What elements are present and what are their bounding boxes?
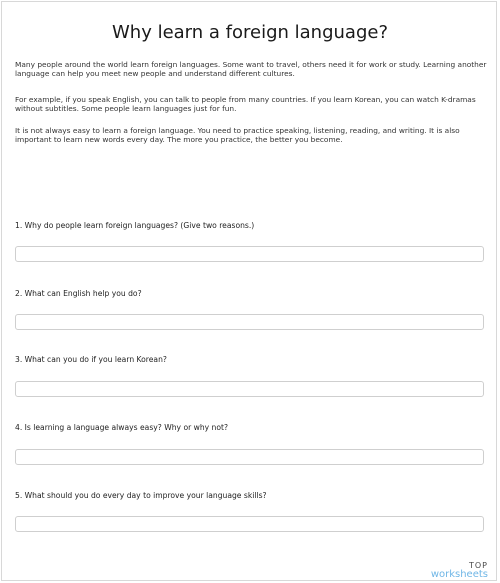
question-5: 5. What should you do every day to improve your language skills?: [15, 491, 267, 500]
question-4: 4. Is learning a language always easy? Why or why not?: [15, 423, 229, 432]
page-title: Why learn a foreign language?: [112, 22, 388, 43]
answer-field-3[interactable]: [15, 381, 484, 397]
paragraph-2: For example, if you speak English, you can talk to people from many countries. If you learn Korean, you can watch K-dramas without subtitles. Some people learn languages just for fun.: [15, 95, 476, 113]
question-2: 2. What can English help you do?: [15, 289, 142, 298]
logo-bottom-text: worksheets: [430, 569, 488, 580]
question-3: 3. What can you do if you learn Korean?: [15, 355, 167, 364]
answer-field-5[interactable]: [15, 516, 484, 532]
question-1: 1. Why do people learn foreign languages? (Give two reasons.): [15, 221, 255, 230]
logo-top-text: TOP: [468, 561, 488, 570]
paragraph-1: Many people around the world learn foreign languages. Some want to travel, others need it for work or study. Learning another language can help you meet new people and understand different cultures.: [15, 60, 487, 78]
topworksheets-logo[interactable]: [431, 561, 488, 579]
answer-field-2[interactable]: [15, 314, 484, 330]
answer-field-4[interactable]: [15, 449, 484, 465]
paragraph-3: It is not always easy to learn a foreign language. You need to practice speaking, listening, reading, and writing. It is also important to learn new words every day. The more you practice, the better you become.: [15, 126, 460, 144]
answer-field-1[interactable]: [15, 246, 484, 262]
